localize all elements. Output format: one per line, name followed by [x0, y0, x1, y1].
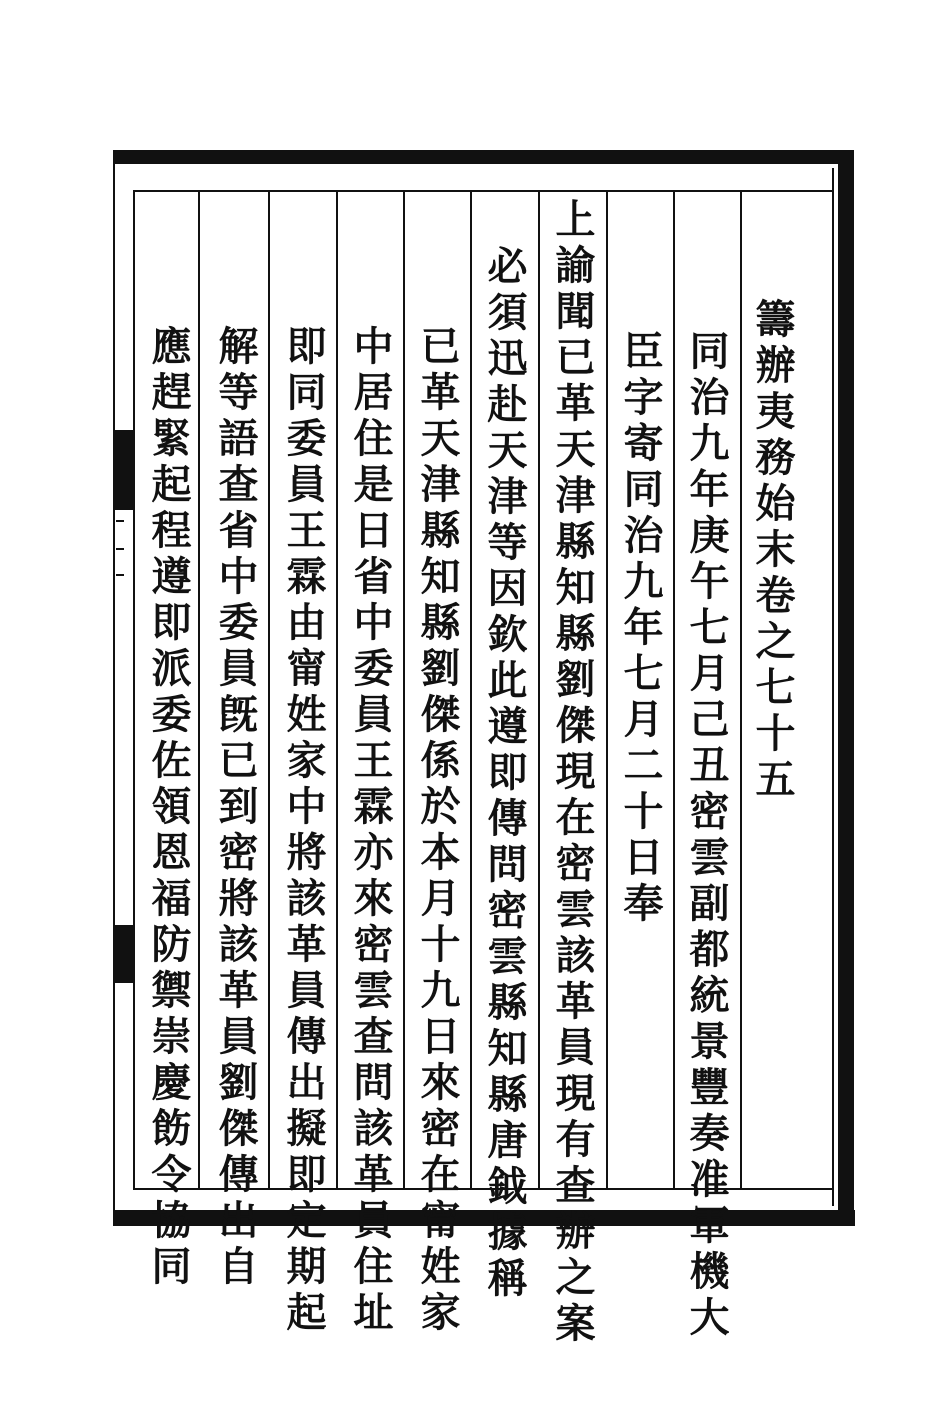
text-column-5: 已革天津縣知縣劉傑係於本月十九日來密在甯姓家 [414, 325, 461, 1337]
frame-right-border [838, 150, 854, 1226]
text-column-1: 同治九年庚午七月己丑密雲副都統景豐奏准軍機大 [683, 330, 730, 1342]
spine-tick [116, 574, 124, 576]
text-column-7: 即同委員王霖由甯姓家中將該革員傳出擬即定期起 [280, 325, 327, 1337]
column-rule [268, 192, 270, 1188]
chapter-title: 籌辦夷務始末卷之七十五 [749, 298, 796, 804]
text-column-2: 臣字寄同治九年七月二十日奉 [617, 330, 664, 928]
fish-tail-marker-upper [113, 430, 135, 510]
spine-tick [116, 520, 124, 522]
frame-inner-left-rule [133, 190, 135, 1190]
fish-tail-marker-lower [113, 925, 135, 983]
text-column-4: 必須迅赴天津等因欽此遵即傳問密雲縣知縣唐鉞據稱 [481, 245, 528, 1303]
text-column-6: 中居住是日省中委員王霖亦來密雲查問該革員住址 [347, 325, 394, 1337]
spine-tick [116, 548, 124, 550]
frame-left-rule [113, 164, 115, 1210]
text-column-3: 上諭聞已革天津縣知縣劉傑現在密雲該革員現有查辦之案 [549, 198, 596, 1348]
text-column-8: 解等語查省中委員旣已到密將該革員劉傑傳出自 [212, 325, 259, 1291]
frame-inner-top-rule [133, 190, 833, 192]
frame-right-inner-rule [832, 168, 834, 1206]
frame-top-border [113, 150, 853, 164]
text-column-9: 應趕緊起程遵即派委佐領恩福防禦崇慶飭令協同 [145, 325, 192, 1291]
